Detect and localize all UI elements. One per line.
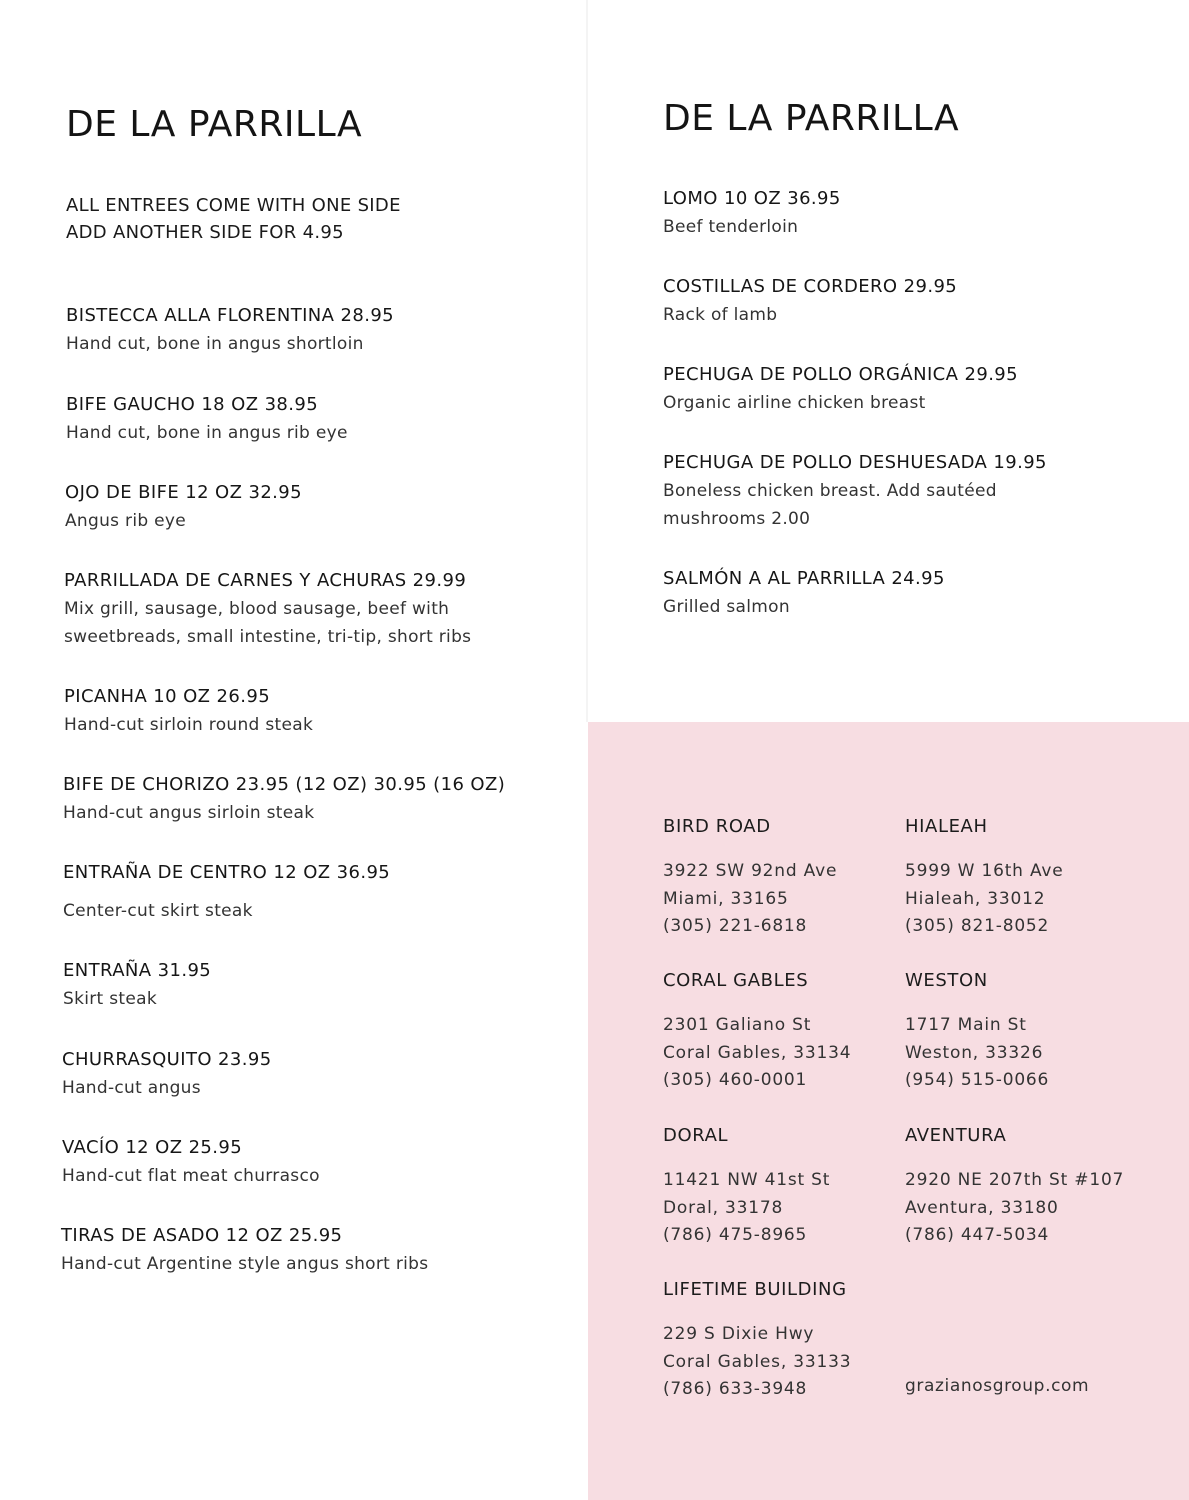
left-section-title: DE LA PARRILLA (66, 104, 363, 145)
menu-item-name: TIRAS DE ASADO 12 OZ 25.95 (61, 1225, 343, 1246)
menu-item-description: sweetbreads, small intestine, tri-tip, short ribs (64, 627, 472, 647)
note-line-1: ALL ENTREES COME WITH ONE SIDE (66, 195, 401, 216)
location-address-line: Coral Gables, 33133 (663, 1351, 852, 1372)
menu-item-description: Hand cut, bone in angus shortloin (66, 334, 364, 354)
location-address-line: Coral Gables, 33134 (663, 1042, 852, 1063)
menu-item-description: Hand-cut Argentine style angus short ribs (61, 1254, 429, 1274)
menu-item (66, 391, 348, 447)
menu-item-name: PECHUGA DE POLLO DESHUESADA 19.95 (663, 452, 1047, 473)
right-section-title: DE LA PARRILLA (663, 98, 960, 139)
menu-item-description: Hand-cut sirloin round steak (64, 715, 314, 735)
location-name: DORAL (663, 1125, 729, 1146)
menu-item (63, 957, 211, 1013)
menu-item (66, 302, 394, 358)
menu-item (663, 361, 1018, 417)
location-phone: (954) 515-0066 (905, 1070, 1050, 1090)
menu-item-description: Center-cut skirt steak (63, 901, 253, 921)
menu-item-name: PICANHA 10 OZ 26.95 (64, 686, 271, 707)
menu-item-description: Angus rib eye (65, 511, 187, 531)
menu-item-description: Hand-cut angus sirloin steak (63, 803, 315, 823)
menu-item-description: Organic airline chicken breast (663, 393, 926, 413)
menu-item (663, 449, 1047, 533)
location-address-line: 229 S Dixie Hwy (663, 1324, 815, 1344)
menu-item (62, 1046, 272, 1102)
location-address-line: 1717 Main St (905, 1015, 1027, 1035)
menu-item-description: Hand cut, bone in angus rib eye (66, 423, 348, 443)
location-address-line: Doral, 33178 (663, 1197, 784, 1218)
menu-item-name: BIFE DE CHORIZO 23.95 (12 OZ) 30.95 (16 OZ) (63, 774, 506, 795)
menu-item-name: BISTECCA ALLA FLORENTINA 28.95 (66, 305, 395, 326)
location-block (905, 814, 1064, 941)
location-address-line: 2301 Galiano St (663, 1015, 812, 1035)
menu-item (64, 567, 471, 651)
location-block (663, 814, 837, 941)
menu-item-name: CHURRASQUITO 23.95 (62, 1049, 272, 1070)
location-address-line: Hialeah, 33012 (905, 888, 1046, 909)
menu-item (663, 185, 841, 241)
menu-item (663, 273, 957, 329)
menu-item-name: ENTRAÑA DE CENTRO 12 OZ 36.95 (63, 862, 391, 883)
menu-item-name: LOMO 10 OZ 36.95 (663, 188, 841, 209)
menu-item-description: Beef tenderloin (663, 217, 799, 237)
menu-item (61, 1222, 428, 1278)
menu-item-name: ENTRAÑA 31.95 (63, 960, 212, 981)
menu-item-description: Boneless chicken breast. Add sautéed (663, 481, 997, 501)
menu-item (63, 771, 505, 827)
location-address-line: 3922 SW 92nd Ave (663, 861, 838, 881)
location-name: BIRD ROAD (663, 816, 771, 837)
menu-item-description: Rack of lamb (663, 305, 778, 325)
location-phone: (786) 475-8965 (663, 1225, 808, 1245)
location-phone: (305) 460-0001 (663, 1070, 808, 1090)
menu-item-name: COSTILLAS DE CORDERO 29.95 (663, 276, 958, 297)
menu-item (63, 859, 390, 925)
location-address-line: Miami, 33165 (663, 888, 789, 909)
note-line-2: ADD ANOTHER SIDE FOR 4.95 (66, 222, 344, 243)
location-address-line: 5999 W 16th Ave (905, 861, 1064, 881)
menu-item-description: Hand-cut angus (62, 1078, 201, 1098)
menu-item-description: Mix grill, sausage, blood sausage, beef with (64, 599, 450, 619)
location-name: LIFETIME BUILDING (663, 1279, 847, 1300)
menu-item-description: mushrooms 2.00 (663, 509, 811, 529)
location-address-line: 2920 NE 207th St #107 (905, 1170, 1125, 1190)
location-name: CORAL GABLES (663, 970, 809, 991)
menu-item (65, 479, 302, 535)
location-block (905, 968, 1049, 1095)
menu-item (663, 565, 945, 621)
location-block (663, 1277, 851, 1404)
location-phone: (786) 633-3948 (663, 1379, 808, 1399)
location-name: AVENTURA (905, 1125, 1007, 1146)
page-fold (586, 0, 588, 722)
location-phone: (786) 447-5034 (905, 1225, 1050, 1245)
menu-item-name: PARRILLADA DE CARNES Y ACHURAS 29.99 (64, 570, 467, 591)
location-block (663, 968, 851, 1095)
side-dish-note (66, 192, 401, 246)
location-address-line: 11421 NW 41st St (663, 1170, 831, 1190)
location-phone: (305) 221-6818 (663, 916, 808, 936)
location-name: HIALEAH (905, 816, 988, 837)
location-phone: (305) 821-8052 (905, 916, 1050, 936)
location-block (663, 1123, 830, 1250)
menu-item-name: PECHUGA DE POLLO ORGÁNICA 29.95 (663, 364, 1019, 385)
location-address-line: Weston, 33326 (905, 1042, 1044, 1063)
menu-item-description: Skirt steak (63, 989, 157, 1009)
website-url: grazianosgroup.com (905, 1376, 1090, 1396)
menu-item (64, 683, 313, 739)
menu-item-name: VACÍO 12 OZ 25.95 (62, 1137, 243, 1158)
location-name: WESTON (905, 970, 988, 991)
menu-item-name: BIFE GAUCHO 18 OZ 38.95 (66, 394, 319, 415)
location-block (905, 1123, 1124, 1250)
location-address-line: Aventura, 33180 (905, 1197, 1059, 1218)
menu-item-name: OJO DE BIFE 12 OZ 32.95 (65, 482, 303, 503)
menu-item-description: Grilled salmon (663, 597, 790, 617)
menu-item (62, 1134, 320, 1190)
menu-item-name: SALMÓN A AL PARRILLA 24.95 (663, 568, 945, 589)
menu-item-description: Hand-cut flat meat churrasco (62, 1166, 320, 1186)
